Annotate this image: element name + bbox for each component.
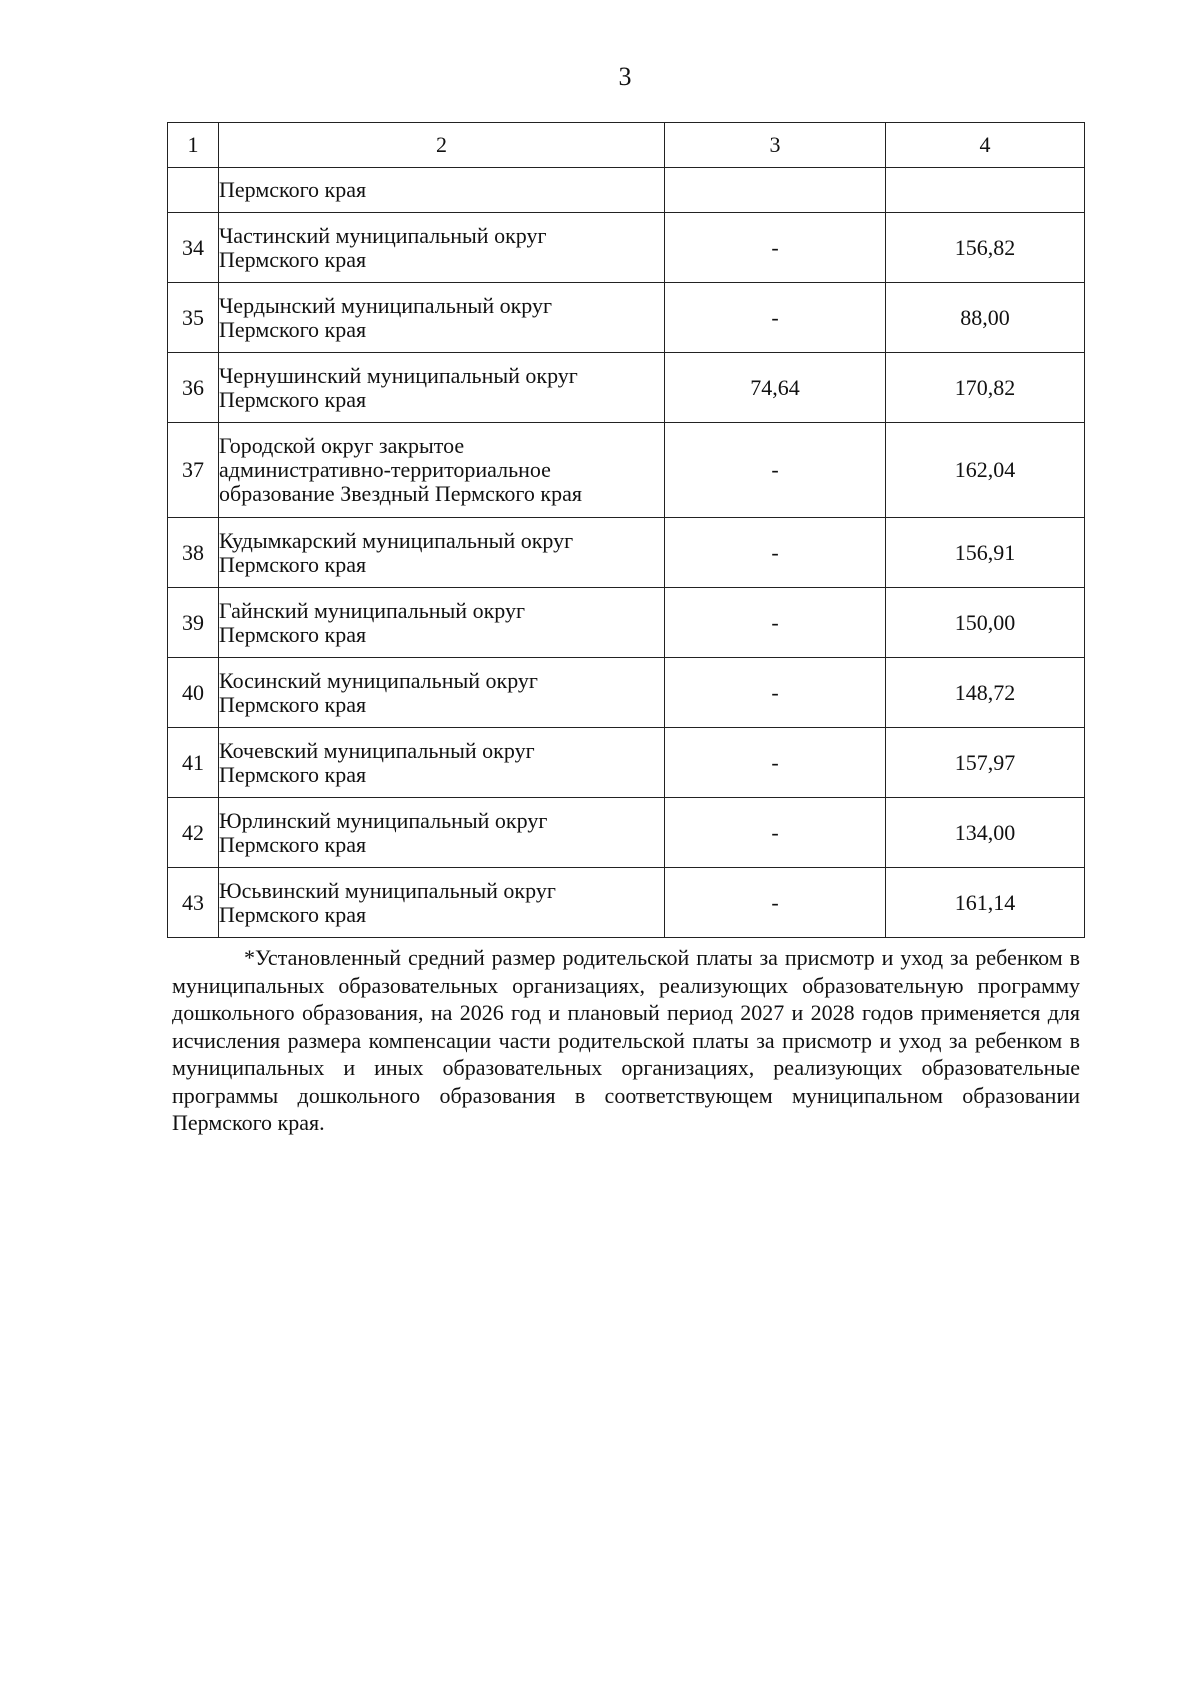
table-row	[168, 518, 1085, 588]
municipality-name-line: Пермского края	[219, 901, 367, 927]
value-column-3: 74,64	[665, 353, 886, 423]
value-column-3: -	[665, 728, 886, 798]
municipality-name-line: Пермского края	[219, 177, 367, 202]
row-number: 41	[168, 728, 219, 798]
table-row	[168, 658, 1085, 728]
municipality-name-line: Пермского края	[219, 386, 367, 412]
row-number: 38	[168, 518, 219, 588]
table-header-row	[168, 123, 1085, 168]
table-row	[168, 213, 1085, 283]
value-column-3: -	[665, 213, 886, 283]
municipality-name-line: Чердынский муниципальный округ	[219, 292, 553, 318]
column-header-3: 3	[665, 123, 886, 168]
municipality-name-line: административно-территориальное	[219, 457, 551, 482]
row-number: 34	[168, 213, 219, 283]
table-row	[168, 353, 1085, 423]
municipality-name-line: Пермского края	[219, 691, 367, 717]
municipality-name-line: Кудымкарский муниципальный округ	[219, 527, 574, 553]
municipality-name	[219, 868, 665, 938]
municipality-name	[219, 353, 665, 423]
value-column-3	[665, 168, 886, 213]
municipality-name	[219, 518, 665, 588]
table-row	[168, 728, 1085, 798]
table-row	[168, 798, 1085, 868]
value-column-3: -	[665, 798, 886, 868]
municipality-name-line: Гайнский муниципальный округ	[219, 597, 525, 623]
table-row	[168, 868, 1085, 938]
municipality-name-line: Пермского края	[219, 761, 367, 787]
value-column-4: 156,91	[886, 518, 1085, 588]
row-number: 43	[168, 868, 219, 938]
municipality-name	[219, 728, 665, 798]
municipality-name	[219, 423, 665, 518]
municipality-name-line: Пермского края	[219, 246, 367, 272]
value-column-4: 148,72	[886, 658, 1085, 728]
footnote: *Установленный средний размер родительской платы за присмотр и уход за ребенком в муниципальных образовательных организациях, реализующих образовательную программу дошкольного образования, на 2026 год и плановый период 2027 и 2028 годов применяется для исчисления размера компенсации части родительской платы за присмотр и уход за ребенком в муниципальных и иных образовательных организациях, реализующих образовательные программы дошкольного образования в соответствующем муниципальном образовании Пермского края.	[172, 945, 1080, 1135]
municipality-name-line: Юрлинский муниципальный округ	[219, 807, 548, 833]
column-header-2: 2	[219, 123, 665, 168]
municipality-name-line: Косинский муниципальный округ	[219, 667, 538, 693]
municipality-name	[219, 168, 665, 213]
municipality-name	[219, 798, 665, 868]
municipality-name-line: Частинский муниципальный округ	[219, 222, 547, 248]
value-column-3: -	[665, 588, 886, 658]
value-column-4: 162,04	[886, 423, 1085, 518]
municipality-name-line: Пермского края	[219, 621, 367, 647]
value-column-4: 88,00	[886, 283, 1085, 353]
row-number: 40	[168, 658, 219, 728]
value-column-3: -	[665, 658, 886, 728]
municipality-name	[219, 588, 665, 658]
value-column-3: -	[665, 283, 886, 353]
value-column-4: 170,82	[886, 353, 1085, 423]
value-column-3: -	[665, 868, 886, 938]
value-column-4: 134,00	[886, 798, 1085, 868]
row-number: 42	[168, 798, 219, 868]
value-column-4: 150,00	[886, 588, 1085, 658]
municipality-name-line: Юсьвинский муниципальный округ	[219, 877, 556, 903]
municipality-name-line: Пермского края	[219, 831, 367, 857]
municipality-name	[219, 283, 665, 353]
column-header-4: 4	[886, 123, 1085, 168]
value-column-4: 157,97	[886, 728, 1085, 798]
row-number: 39	[168, 588, 219, 658]
value-column-4	[886, 168, 1085, 213]
column-header-1: 1	[168, 123, 219, 168]
municipal-fee-table	[167, 122, 1085, 938]
row-number: 36	[168, 353, 219, 423]
table-row-continuation	[168, 168, 1085, 213]
table-row	[168, 283, 1085, 353]
municipality-name	[219, 213, 665, 283]
table-row	[168, 423, 1085, 518]
municipality-name-line: Чернушинский муниципальный округ	[219, 362, 578, 388]
row-number: 35	[168, 283, 219, 353]
municipality-name-line: Кочевский муниципальный округ	[219, 737, 535, 763]
value-column-3: -	[665, 423, 886, 518]
value-column-4: 156,82	[886, 213, 1085, 283]
value-column-4: 161,14	[886, 868, 1085, 938]
page-number: 3	[618, 62, 632, 91]
municipality-name-line: Пермского края	[219, 316, 367, 342]
value-column-3: -	[665, 518, 886, 588]
municipality-name-line: образование Звездный Пермского края	[219, 481, 582, 506]
municipality-name-line: Городской округ закрытое	[219, 433, 465, 458]
municipality-name-line: Пермского края	[219, 551, 367, 577]
table-row	[168, 588, 1085, 658]
row-number: 37	[168, 423, 219, 518]
municipality-name	[219, 658, 665, 728]
row-number	[168, 168, 219, 213]
